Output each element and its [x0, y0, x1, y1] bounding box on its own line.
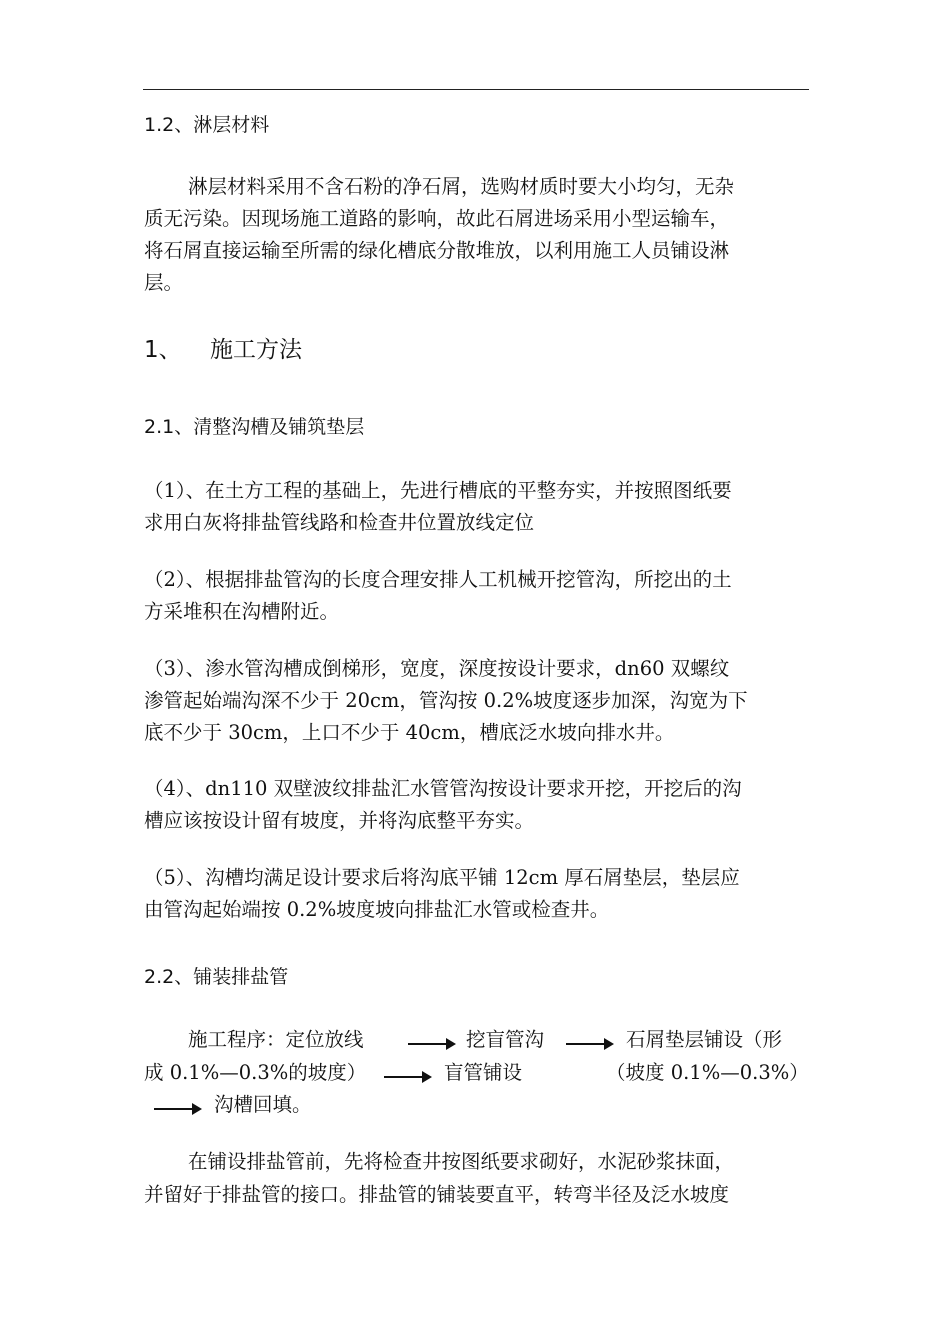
heading-2-2: 2.2、铺装排盐管 [144, 966, 289, 988]
heading-1 [144, 331, 302, 364]
header-rule [143, 89, 809, 90]
arrow-right-icon [566, 1043, 612, 1045]
item-1-line-2: 求用白灰将排盐管线路和检查井位置放线定位 [144, 511, 535, 534]
item-3-line-3: 底不少于 30cm，上口不少于 40cm，槽底泛水坡向排水井。 [144, 721, 675, 744]
item-5-line-1: （5）、沟槽均满足设计要求后将沟底平铺 12cm 厚石屑垫层，垫层应 [144, 866, 740, 889]
procedure-step-4: 盲管铺设 [444, 1061, 523, 1084]
item-4-line-1: （4）、dn110 双壁波纹排盐汇水管管沟按设计要求开挖，开挖后的沟 [144, 777, 742, 800]
heading-1-number: 1、 [144, 337, 182, 363]
procedure-step-3-cont: 成 0.1%—0.3%的坡度） [144, 1061, 367, 1084]
procedure-step-2: 挖盲管沟 [466, 1028, 545, 1051]
item-2-line-2: 方采堆积在沟槽附近。 [144, 600, 340, 623]
para-2-2-line-2: 并留好于排盐管的接口。排盐管的铺装要直平，转弯半径及泛水坡度 [144, 1183, 730, 1206]
para-1-2-line-1: 淋层材料采用不含石粉的净石屑，选购材质时要大小均匀，无杂 [188, 175, 735, 198]
arrow-right-icon [384, 1076, 430, 1078]
procedure-step-5: 沟槽回填。 [214, 1093, 312, 1116]
para-2-2-line-1: 在铺设排盐管前，先将检查井按图纸要求砌好，水泥砂浆抹面， [188, 1150, 735, 1173]
item-2-line-1: （2）、根据排盐管沟的长度合理安排人工机械开挖管沟，所挖出的土 [144, 568, 732, 591]
heading-1-2: 1.2、淋层材料 [144, 114, 270, 136]
item-3-line-1: （3）、渗水管沟槽成倒梯形，宽度，深度按设计要求，dn60 双螺纹 [144, 657, 730, 680]
procedure-step-3: 石屑垫层铺设（形 [626, 1028, 783, 1051]
item-3-line-2: 渗管起始端沟深不少于 20cm，管沟按 0.2%坡度逐步加深，沟宽为下 [144, 689, 748, 712]
heading-2-1: 2.1、清整沟槽及铺筑垫层 [144, 416, 365, 438]
procedure-step-1: 施工程序：定位放线 [188, 1028, 364, 1051]
procedure-step-4-note: （坡度 0.1%—0.3%） [606, 1061, 809, 1084]
para-1-2-line-3: 将石屑直接运输至所需的绿化槽底分散堆放，以利用施工人员铺设淋 [144, 239, 730, 262]
item-5-line-2: 由管沟起始端按 0.2%坡度坡向排盐汇水管或检查井。 [144, 898, 610, 921]
item-1-line-1: （1）、在土方工程的基础上，先进行槽底的平整夯实，并按照图纸要 [144, 479, 732, 502]
para-1-2-line-2: 质无污染。因现场施工道路的影响，故此石屑进场采用小型运输车， [144, 207, 730, 230]
heading-1-title: 施工方法 [210, 337, 302, 363]
arrow-right-icon [408, 1043, 454, 1045]
para-1-2-line-4: 层。 [144, 271, 184, 294]
item-4-line-2: 槽应该按设计留有坡度，并将沟底整平夯实。 [144, 809, 535, 832]
arrow-right-icon [154, 1108, 200, 1110]
